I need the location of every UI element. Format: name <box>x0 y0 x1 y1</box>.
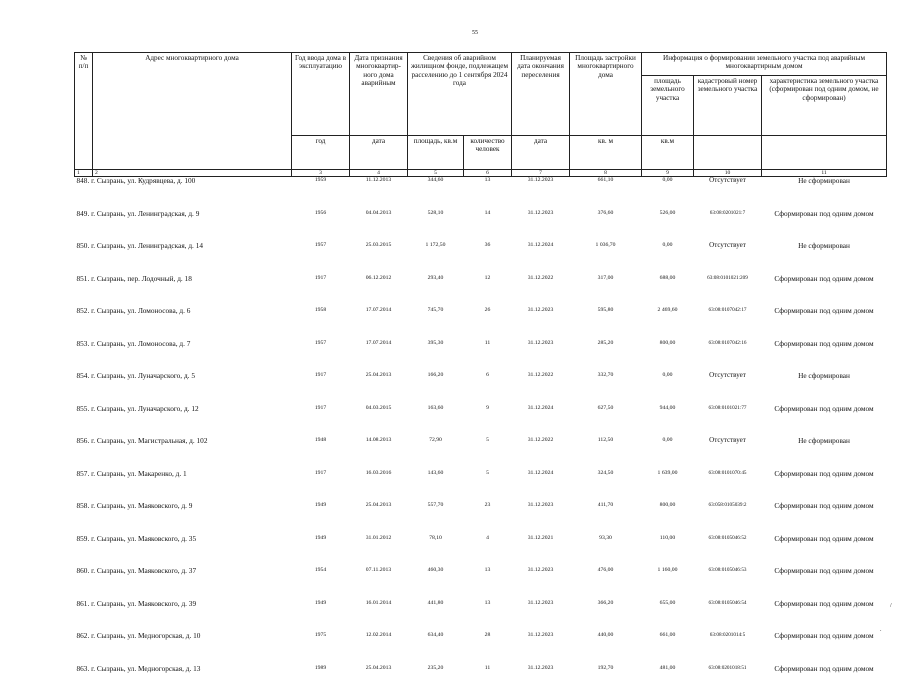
row-land-char: Не сформирован <box>798 241 850 251</box>
row-area: 344,60 <box>427 177 444 184</box>
row-address: г. Сызрань, ул. Ленинградская, д. 14 <box>91 241 203 251</box>
row-land-area: 526,00 <box>659 209 676 216</box>
row-area: 745,70 <box>427 307 444 314</box>
unit-planned-date: дата <box>512 136 570 170</box>
table-row <box>75 242 887 275</box>
row-built-area: 661,10 <box>597 177 614 184</box>
column-numbers-row <box>75 170 887 177</box>
row-cadastral: Отсутствует <box>709 176 746 185</box>
row-people: 6 <box>486 372 489 379</box>
header-year: Год ввода дома в эксплуатацию <box>292 53 350 136</box>
row-year: 1948 <box>314 437 327 444</box>
row-land-area: 655,00 <box>659 599 676 606</box>
row-planned: 31.12.2023 <box>527 177 554 184</box>
row-num: 863. <box>76 663 90 673</box>
row-date: 31.01.2012 <box>365 534 392 541</box>
row-year: 1957 <box>314 242 327 249</box>
row-address: г. Сызрань, ул. Луначарского, д. 12 <box>91 403 199 413</box>
row-date: 04.03.2015 <box>365 404 392 411</box>
row-built-area: 411,70 <box>597 502 614 509</box>
table-row <box>75 177 887 210</box>
row-cadastral: Отсутствует <box>709 241 746 250</box>
table-row <box>75 632 887 665</box>
row-cadastral: 63:08:0105046:53 <box>708 567 747 574</box>
row-address: г. Сызрань, ул. Ломоносова, д. 7 <box>91 338 191 348</box>
row-address: г. Сызрань, ул. Маяковского, д. 37 <box>91 566 197 576</box>
unit-cadastral-empty <box>694 136 762 170</box>
row-land-area: 0,00 <box>662 177 673 184</box>
table-row <box>75 210 887 243</box>
row-date: 14.08.2013 <box>365 437 392 444</box>
row-people: 36 <box>484 242 491 249</box>
column-number: 5 <box>408 170 464 177</box>
row-built-area: 324,50 <box>597 469 614 476</box>
row-land-area: 1 639,00 <box>657 469 678 476</box>
row-built-area: 440,00 <box>597 632 614 639</box>
row-area: 78,10 <box>429 534 442 541</box>
table-row <box>75 535 887 568</box>
header-built-area: Площадь застройки многоквартирного дома <box>570 53 642 136</box>
row-year: 1975 <box>314 632 327 639</box>
row-year: 1917 <box>314 372 327 379</box>
margin-mark: / <box>890 603 892 609</box>
row-area: 634,40 <box>427 632 444 639</box>
row-year: 1917 <box>314 469 327 476</box>
row-num-address <box>75 437 292 470</box>
column-number: 4 <box>350 170 408 177</box>
row-land-area: 661,00 <box>659 632 676 639</box>
emergency-housing-table <box>74 52 887 697</box>
row-num: 850. <box>76 241 90 251</box>
row-num: 855. <box>76 403 90 413</box>
unit-date: дата <box>350 136 408 170</box>
row-address: г. Сызрань, ул. Медногорская, д. 13 <box>91 663 201 673</box>
row-built-area: 1 036,70 <box>595 242 616 249</box>
header-land-info: Информация о формировании земельного участка под аварийным многоквартирным домом <box>642 53 887 76</box>
row-area: 1 172,50 <box>425 242 446 249</box>
column-number: 11 <box>762 170 887 177</box>
row-num: 854. <box>76 371 90 381</box>
row-planned: 31.12.2024 <box>527 242 554 249</box>
row-cadastral: 63:08:0105046:54 <box>708 599 747 606</box>
row-planned: 31.12.2024 <box>527 469 554 476</box>
row-num: 852. <box>76 306 90 316</box>
column-number: 9 <box>642 170 694 177</box>
table-row <box>75 470 887 503</box>
row-cadastral: 63:08:0107042:16 <box>708 339 747 346</box>
row-cadastral: 63:08:0101021:209 <box>707 274 748 281</box>
table-row <box>75 405 887 438</box>
row-built-area: 285,20 <box>597 339 614 346</box>
table-row <box>75 372 887 405</box>
row-num-address <box>75 405 292 438</box>
row-num-address <box>75 665 292 697</box>
row-built-area: 192,70 <box>597 664 614 671</box>
unit-land: кв.м <box>642 136 694 170</box>
row-year: 1917 <box>314 274 327 281</box>
header-land-area: площадь земельного участка <box>642 76 694 136</box>
row-planned: 31.12.2023 <box>527 502 554 509</box>
row-planned: 31.12.2021 <box>527 534 554 541</box>
unit-built: кв. м <box>570 136 642 170</box>
row-date: 25.03.2015 <box>365 242 392 249</box>
row-area: 460,30 <box>427 567 444 574</box>
row-area: 143,60 <box>427 469 444 476</box>
row-land-area: 944,00 <box>659 404 676 411</box>
column-number: 10 <box>694 170 762 177</box>
row-built-area: 93,30 <box>599 534 612 541</box>
row-address: г. Сызрань, ул. Кудрявцева, д. 100 <box>91 176 196 186</box>
row-num: 859. <box>76 533 90 543</box>
row-address: г. Сызрань, ул. Маяковского, д. 35 <box>91 533 197 543</box>
row-year: 1949 <box>314 534 327 541</box>
row-date: 11.12.2013 <box>365 177 392 184</box>
row-address: г. Сызрань, ул. Ломоносова, д. 6 <box>91 306 191 316</box>
unit-year: год <box>292 136 350 170</box>
row-num: 861. <box>76 598 90 608</box>
row-date: 06.12.2012 <box>365 274 392 281</box>
row-num-address <box>75 210 292 243</box>
row-address: г. Сызрань, ул. Ленинградская, д. 9 <box>91 208 200 218</box>
row-built-area: 595,80 <box>597 307 614 314</box>
row-num-address <box>75 502 292 535</box>
row-year: 1957 <box>314 339 327 346</box>
row-area: 395,30 <box>427 339 444 346</box>
row-land-char: Сформирован под одним домом <box>774 306 874 316</box>
row-year: 1956 <box>314 209 327 216</box>
row-land-area: 800,00 <box>659 502 676 509</box>
row-planned: 31.12.2023 <box>527 307 554 314</box>
margin-mark: . <box>880 627 882 633</box>
row-year: 1954 <box>314 567 327 574</box>
row-people: 5 <box>486 437 489 444</box>
row-people: 14 <box>484 209 491 216</box>
row-cadastral: Отсутствует <box>709 436 746 445</box>
row-people: 9 <box>486 404 489 411</box>
row-num: 856. <box>76 436 90 446</box>
column-number: 2 <box>93 170 292 177</box>
row-land-area: 0,00 <box>662 242 673 249</box>
row-num-address <box>75 567 292 600</box>
row-land-char: Сформирован под одним домом <box>774 208 874 218</box>
row-planned: 31.12.2022 <box>527 372 554 379</box>
row-land-char: Сформирован под одним домом <box>774 533 874 543</box>
row-cadastral: 63:08:0101070:45 <box>708 469 747 476</box>
column-number: 8 <box>570 170 642 177</box>
unit-people: количество человек <box>464 136 512 170</box>
row-area: 528,10 <box>427 209 444 216</box>
row-num: 851. <box>76 273 90 283</box>
row-cadastral: 63:08:0201021:7 <box>709 209 746 216</box>
table-row <box>75 307 887 340</box>
row-land-area: 0,00 <box>662 437 673 444</box>
row-cadastral: Отсутствует <box>709 371 746 380</box>
row-people: 5 <box>486 469 489 476</box>
page-number: 55 <box>472 30 478 36</box>
row-planned: 31.12.2023 <box>527 599 554 606</box>
row-people: 11 <box>484 339 491 346</box>
row-year: 1949 <box>314 599 327 606</box>
row-planned: 31.12.2023 <box>527 632 554 639</box>
unit-area: площадь, кв.м <box>408 136 464 170</box>
row-land-area: 1 160,00 <box>657 567 678 574</box>
header-planned: Планируемая дата окончания переселения <box>512 53 570 136</box>
table-row <box>75 567 887 600</box>
row-built-area: 332,70 <box>597 372 614 379</box>
row-cadastral: 63:058:0105039:2 <box>708 502 747 509</box>
row-built-area: 317,00 <box>597 274 614 281</box>
row-num: 862. <box>76 631 90 641</box>
column-number: 6 <box>464 170 512 177</box>
row-land-char: Сформирован под одним домом <box>774 598 874 608</box>
table-row <box>75 275 887 308</box>
row-year: 1949 <box>314 502 327 509</box>
header-fund: Сведения об аварийном жилищном фонде, подлежащем расселению до 1 сентября 2024 года <box>408 53 512 136</box>
table-row <box>75 665 887 697</box>
row-address: г. Сызрань, ул. Макаренко, д. 1 <box>91 468 187 478</box>
row-num: 857. <box>76 468 90 478</box>
row-num: 858. <box>76 501 90 511</box>
row-people: 28 <box>484 632 491 639</box>
row-num-address <box>75 307 292 340</box>
header-land-char: характеристика земельного участка (сформирован под одним домом, не сформирован) <box>762 76 887 136</box>
row-area: 557,70 <box>427 502 444 509</box>
row-built-area: 476,00 <box>597 567 614 574</box>
row-address: г. Сызрань, пер. Лодочный, д. 18 <box>91 273 192 283</box>
row-cadastral: 63:08:0107042:17 <box>708 307 747 314</box>
row-land-char: Не сформирован <box>798 176 850 186</box>
row-date: 12.02.2014 <box>365 632 392 639</box>
row-land-char: Сформирован под одним домом <box>774 273 874 283</box>
row-date: 16.01.2014 <box>365 599 392 606</box>
row-planned: 31.12.2023 <box>527 664 554 671</box>
row-address: г. Сызрань, ул. Магистральная, д. 102 <box>91 436 208 446</box>
row-date: 16.03.2016 <box>365 469 392 476</box>
row-year: 1917 <box>314 404 327 411</box>
row-date: 17.07.2014 <box>365 339 392 346</box>
row-land-char: Сформирован под одним домом <box>774 501 874 511</box>
row-land-char: Сформирован под одним домом <box>774 338 874 348</box>
row-planned: 31.12.2024 <box>527 404 554 411</box>
row-address: г. Сызрань, ул. Маяковского, д. 9 <box>91 501 193 511</box>
table-body <box>75 177 887 697</box>
row-address: г. Сызрань, ул. Маяковского, д. 39 <box>91 598 197 608</box>
row-people: 4 <box>486 534 489 541</box>
row-cadastral: 63:08:0105046:52 <box>708 534 747 541</box>
row-year: 1958 <box>314 307 327 314</box>
table-row <box>75 502 887 535</box>
column-number: 7 <box>512 170 570 177</box>
row-area: 72,90 <box>429 437 442 444</box>
row-num-address <box>75 600 292 633</box>
header-address: Адрес многоквартирного дома <box>93 53 292 170</box>
header-cadastral: кадастровый номер земельного участка <box>694 76 762 136</box>
row-cadastral: 63:08:0201014:5 <box>709 632 746 639</box>
row-land-area: 2 469,60 <box>657 307 678 314</box>
header-num: № п/п <box>75 53 93 170</box>
table-row <box>75 437 887 470</box>
row-land-area: 0,00 <box>662 372 673 379</box>
row-year: 1989 <box>314 664 327 671</box>
row-num-address <box>75 372 292 405</box>
row-year: 1959 <box>314 177 327 184</box>
row-land-char: Не сформирован <box>798 436 850 446</box>
unit-char-empty <box>762 136 887 170</box>
row-people: 23 <box>484 502 491 509</box>
row-date: 04.04.2013 <box>365 209 392 216</box>
row-built-area: 376,60 <box>597 209 614 216</box>
row-area: 163,60 <box>427 404 444 411</box>
row-cadastral: 63:08:0101021:77 <box>708 404 747 411</box>
row-built-area: 366,20 <box>597 599 614 606</box>
row-land-char: Сформирован под одним домом <box>774 566 874 576</box>
row-area: 235,20 <box>427 664 444 671</box>
row-planned: 31.12.2023 <box>527 209 554 216</box>
row-num-address <box>75 340 292 373</box>
row-planned: 31.12.2023 <box>527 339 554 346</box>
row-date: 25.04.2013 <box>365 664 392 671</box>
row-num: 853. <box>76 338 90 348</box>
row-land-char: Сформирован под одним домом <box>774 631 874 641</box>
table-row <box>75 340 887 373</box>
column-number: 1 <box>75 170 93 177</box>
row-date: 25.04.2013 <box>365 372 392 379</box>
row-land-char: Сформирован под одним домом <box>774 403 874 413</box>
row-planned: 31.12.2023 <box>527 567 554 574</box>
row-land-area: 110,00 <box>659 534 676 541</box>
column-number: 3 <box>292 170 350 177</box>
row-num-address <box>75 275 292 308</box>
row-people: 12 <box>484 274 491 281</box>
row-area: 441,80 <box>427 599 444 606</box>
row-people: 13 <box>484 567 491 574</box>
row-built-area: 112,50 <box>597 437 614 444</box>
header-emergency-date: Дата признания многоквартир-ного дома аварийным <box>350 53 408 136</box>
row-people: 13 <box>484 599 491 606</box>
row-planned: 31.12.2022 <box>527 274 554 281</box>
row-date: 07.11.2013 <box>365 567 392 574</box>
row-date: 25.04.2013 <box>365 502 392 509</box>
row-people: 11 <box>484 664 491 671</box>
row-num-address <box>75 242 292 275</box>
row-people: 13 <box>484 177 491 184</box>
row-cadastral: 63:08:0201018:51 <box>708 664 747 671</box>
row-land-char: Сформирован под одним домом <box>774 663 874 673</box>
row-land-area: 688,00 <box>659 274 676 281</box>
row-area: 293,40 <box>427 274 444 281</box>
row-built-area: 627,50 <box>597 404 614 411</box>
row-land-area: 800,00 <box>659 339 676 346</box>
row-address: г. Сызрань, ул. Луначарского, д. 5 <box>91 371 195 381</box>
table-row <box>75 600 887 633</box>
row-num: 860. <box>76 566 90 576</box>
row-num-address <box>75 632 292 665</box>
row-num-address <box>75 535 292 568</box>
row-num: 848. <box>76 176 90 186</box>
row-num: 849. <box>76 208 90 218</box>
row-land-char: Сформирован под одним домом <box>774 468 874 478</box>
row-address: г. Сызрань, ул. Медногорская, д. 10 <box>91 631 201 641</box>
row-num-address <box>75 177 292 210</box>
row-date: 17.07.2014 <box>365 307 392 314</box>
row-land-char: Не сформирован <box>798 371 850 381</box>
row-area: 166,20 <box>427 372 444 379</box>
row-people: 26 <box>484 307 491 314</box>
row-land-area: 481,00 <box>659 664 676 671</box>
row-num-address <box>75 470 292 503</box>
row-planned: 31.12.2022 <box>527 437 554 444</box>
